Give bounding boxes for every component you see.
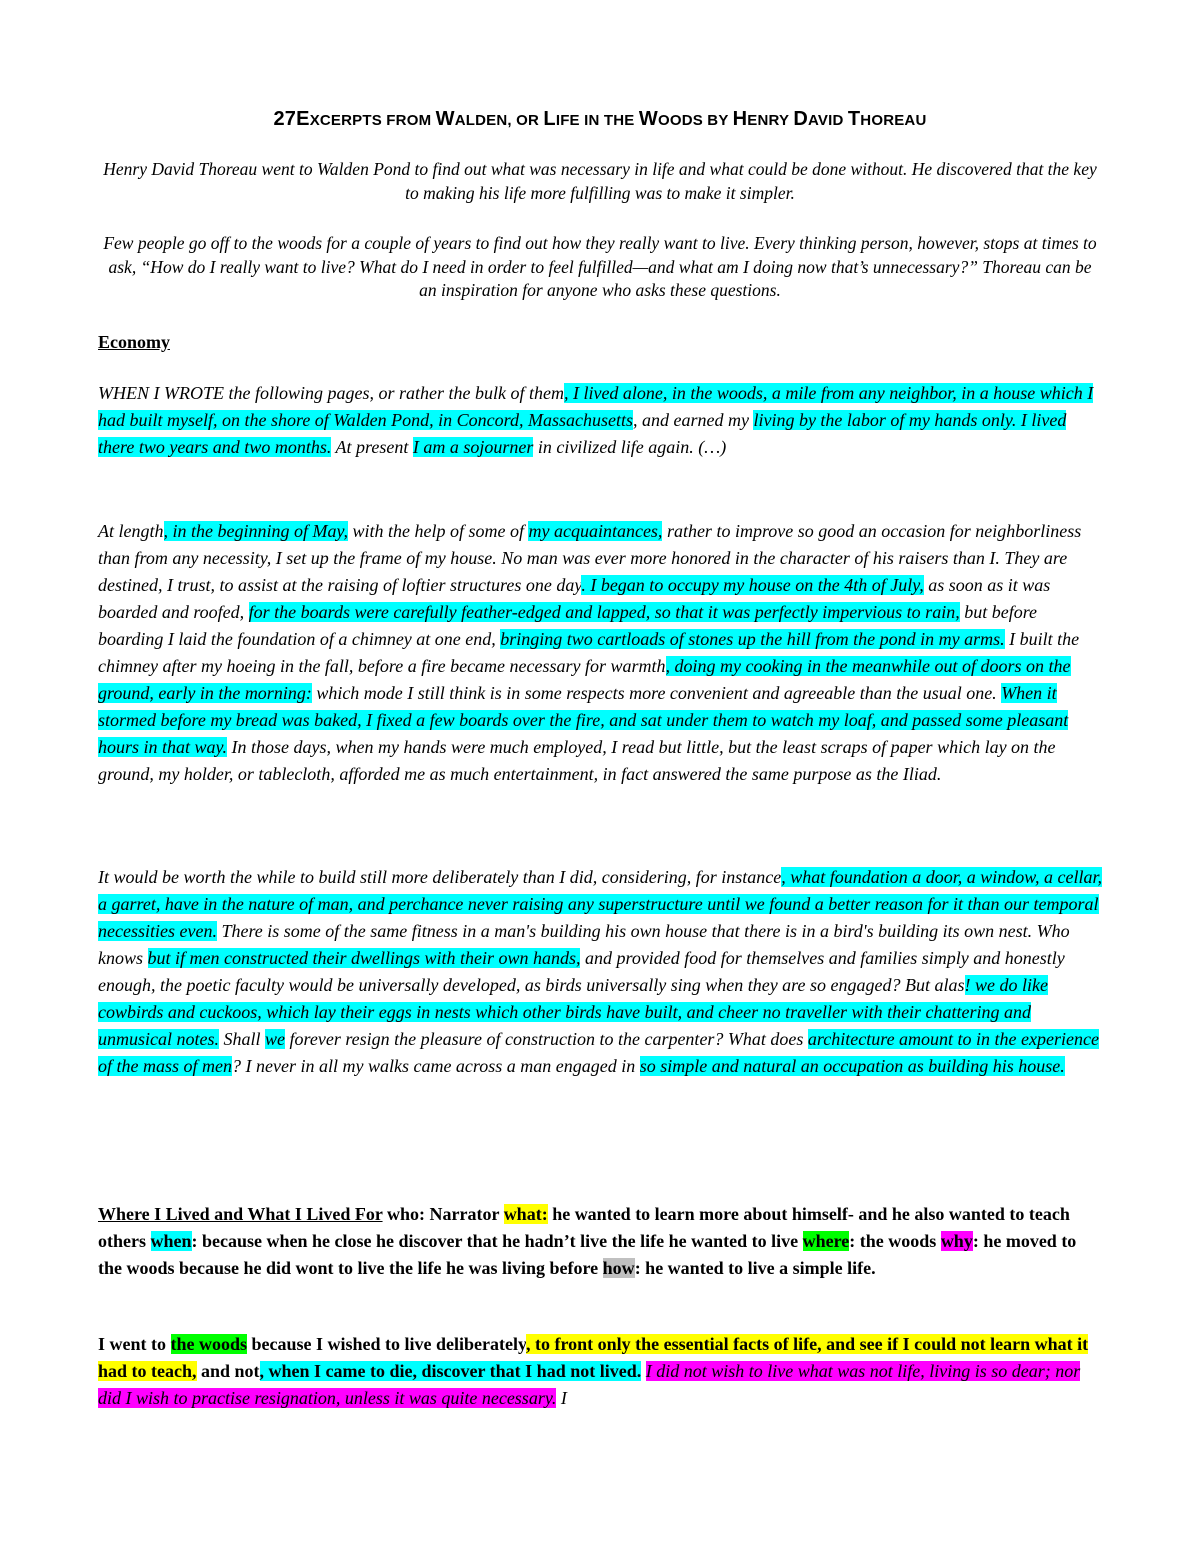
economy-p2-highlight: When it stormed before my bread was baked, I fixed a few boards over the fire, and sat under them to watch my loaf, and passed some pleasant hours in that way. [98,683,1069,757]
lived-quote-paragraph [98,1331,1102,1412]
intro-paragraph-2: Few people go off to the woods for a couple of years to find out how they really want to live. Every thinking person, however, stops at times to ask, “How do I really want to live? What do I need in order to feel fulfilled—and what am I doing now that’s unnecessary?” Thoreau can be an inspiration for anyone who asks these questions. [103,233,1097,300]
economy-p3-highlight: , what foundation a door, a window, a cellar, a garret, have in the nature of man, and perchance never raising any superstructure until we found a better reason for it than our temporal necessities even. [98,867,1102,941]
economy-p2-highlight: , in the beginning of May, [163,521,348,541]
lived-note-text: : the woods [849,1231,941,1251]
economy-p3-highlight: architecture amount to in the experience of the mass of men [98,1029,1099,1076]
economy-p1-text: in civilized life again. (…) [533,437,727,457]
intro-paragraph-1: Henry David Thoreau went to Walden Pond to find out what was necessary in life and what could be done without. He discovered that the key to making his life more fulfilling was to make it simpler. [103,159,1097,203]
lived-note-text: : because when he close he discover that he hadn’t live the life he wanted to live [191,1231,803,1251]
lived-note-highlight: what: [503,1204,548,1224]
economy-p3-highlight: but if men constructed their dwellings with their own hands, [147,948,581,968]
economy-p2-text: which mode I still think is in some respects more convenient and agreeable than the usual one. [311,683,1002,703]
economy-p1-highlight: I am a sojourner [412,437,534,457]
lived-note-text: : he wanted to live a simple life. [634,1258,876,1278]
economy-p1-text: WHEN I WROTE the following pages, or rather the bulk of them [98,383,564,403]
economy-paragraph-2 [98,518,1102,788]
lived-quote-highlight: I [556,1388,567,1408]
economy-paragraph-3 [98,864,1102,1080]
economy-p2-highlight: , doing my cooking in the meanwhile out of doors on the ground, early in the morning: [98,656,1071,703]
lived-note-text: he wanted to learn more about himself- and he also wanted to teach others [98,1204,1070,1251]
lived-quote-highlight: I did not wish to live what was not life, living is so dear; nor did I wish to practise resignation, unless it was quite necessary. [98,1361,1081,1408]
lived-note-text: : he moved to the woods because he did wont to live the life he was living before [98,1231,1077,1278]
economy-p1-text: At present [331,437,413,457]
economy-p3-text: There is some of the same fitness in a man's building his own house that there is in a bird's building its own nest. Who knows [98,921,1070,968]
economy-p3-highlight: we [265,1029,286,1049]
economy-p2-text: with the help of some of [347,521,529,541]
economy-p2-text: In those days, when my hands were much employed, I read but little, but the least scraps of paper which lay on the ground, my holder, or tablecloth, afforded me as much entertainment, in fact answered the same purpose as the Iliad. [98,737,1056,784]
lived-heading: Where I Lived and What I Lived For [98,1204,383,1224]
economy-p3-text: Shall [219,1029,266,1049]
lived-quote-text: and not [196,1361,260,1381]
economy-p2-highlight: . I began to occupy my house on the 4th of July, [581,575,924,595]
economy-p2-highlight: my acquaintances, [528,521,663,541]
economy-heading: Economy [98,332,170,352]
economy-p2-highlight: for the boards were carefully feather-edged and lapped, so that it was perfectly impervious to rain, [248,602,960,622]
economy-p1-highlight: , I lived alone, in the woods, a mile from any neighbor, in a house which I had built myself, on the shore of Walden Pond, in Concord, Massachusetts [98,383,1094,430]
economy-p2-text: but before boarding I laid the foundation of a chimney at one end, [98,602,1038,649]
economy-p3-text: forever resign the pleasure of construction to the carpenter? What does [285,1029,808,1049]
economy-p2-text: At length [98,521,164,541]
lived-note-highlight: why [940,1231,973,1251]
economy-p2-text: rather to improve so good an occasion for neighborliness than from any necessity, I set up the frame of my house. No man was ever more honored in the character of his raisers than I. They are destined, I trust, to assist at the raising of loftier structures one day [98,521,1082,595]
document-title: 27EXCERPTS FROM WALDEN, OR LIFE IN THE WOODS BY HENRY DAVID THOREAU [273,108,927,130]
economy-p3-text: It would be worth the while to build still more deliberately than I did, considering, for instance [98,867,782,887]
economy-p3-highlight: so simple and natural an occupation as building his house. [639,1056,1065,1076]
lived-note-highlight: when [150,1231,192,1251]
economy-p2-text: I built the chimney after my hoeing in the fall, before a fire became necessary for warmth [98,629,1080,676]
title-number: 27 [273,108,297,130]
economy-p1-text: , and earned my [632,410,754,430]
economy-p2-text: as soon as it was boarded and roofed, [98,575,1051,622]
lived-quote-text: because I wished to live deliberately [247,1334,526,1354]
economy-p3-highlight: ! we do like cowbirds and cuckoos, which lay their eggs in nests which other birds have built, and cheer no traveller with their chattering and unmusical notes. [98,975,1048,1049]
lived-quote-text: I went to [98,1334,171,1354]
lived-quote-highlight: , to front only the essential facts of life, and see if I could not learn what it had to teach, [98,1334,1089,1381]
lived-quote-highlight: the woods [170,1334,248,1354]
lived-notes-paragraph [98,1201,1102,1282]
economy-p3-text: ? I never in all my walks came across a man engaged in [232,1056,640,1076]
lived-note-highlight: how [602,1258,635,1278]
economy-paragraph-1 [98,380,1102,461]
lived-note-text: who: Narrator [382,1204,504,1224]
lived-quote-highlight: , when I came to die, discover that I had not lived. [259,1361,642,1381]
economy-p1-highlight: living by the labor of my hands only. I lived there two years and two months. [98,410,1067,457]
economy-p3-text: and provided food for themselves and families simply and honestly enough, the poetic faculty would be universally developed, as birds universally sing when they are so engaged? But alas [98,948,1065,995]
economy-p2-highlight: bringing two cartloads of stones up the hill from the pond in my arms. [500,629,1005,649]
lived-note-highlight: where [802,1231,850,1251]
